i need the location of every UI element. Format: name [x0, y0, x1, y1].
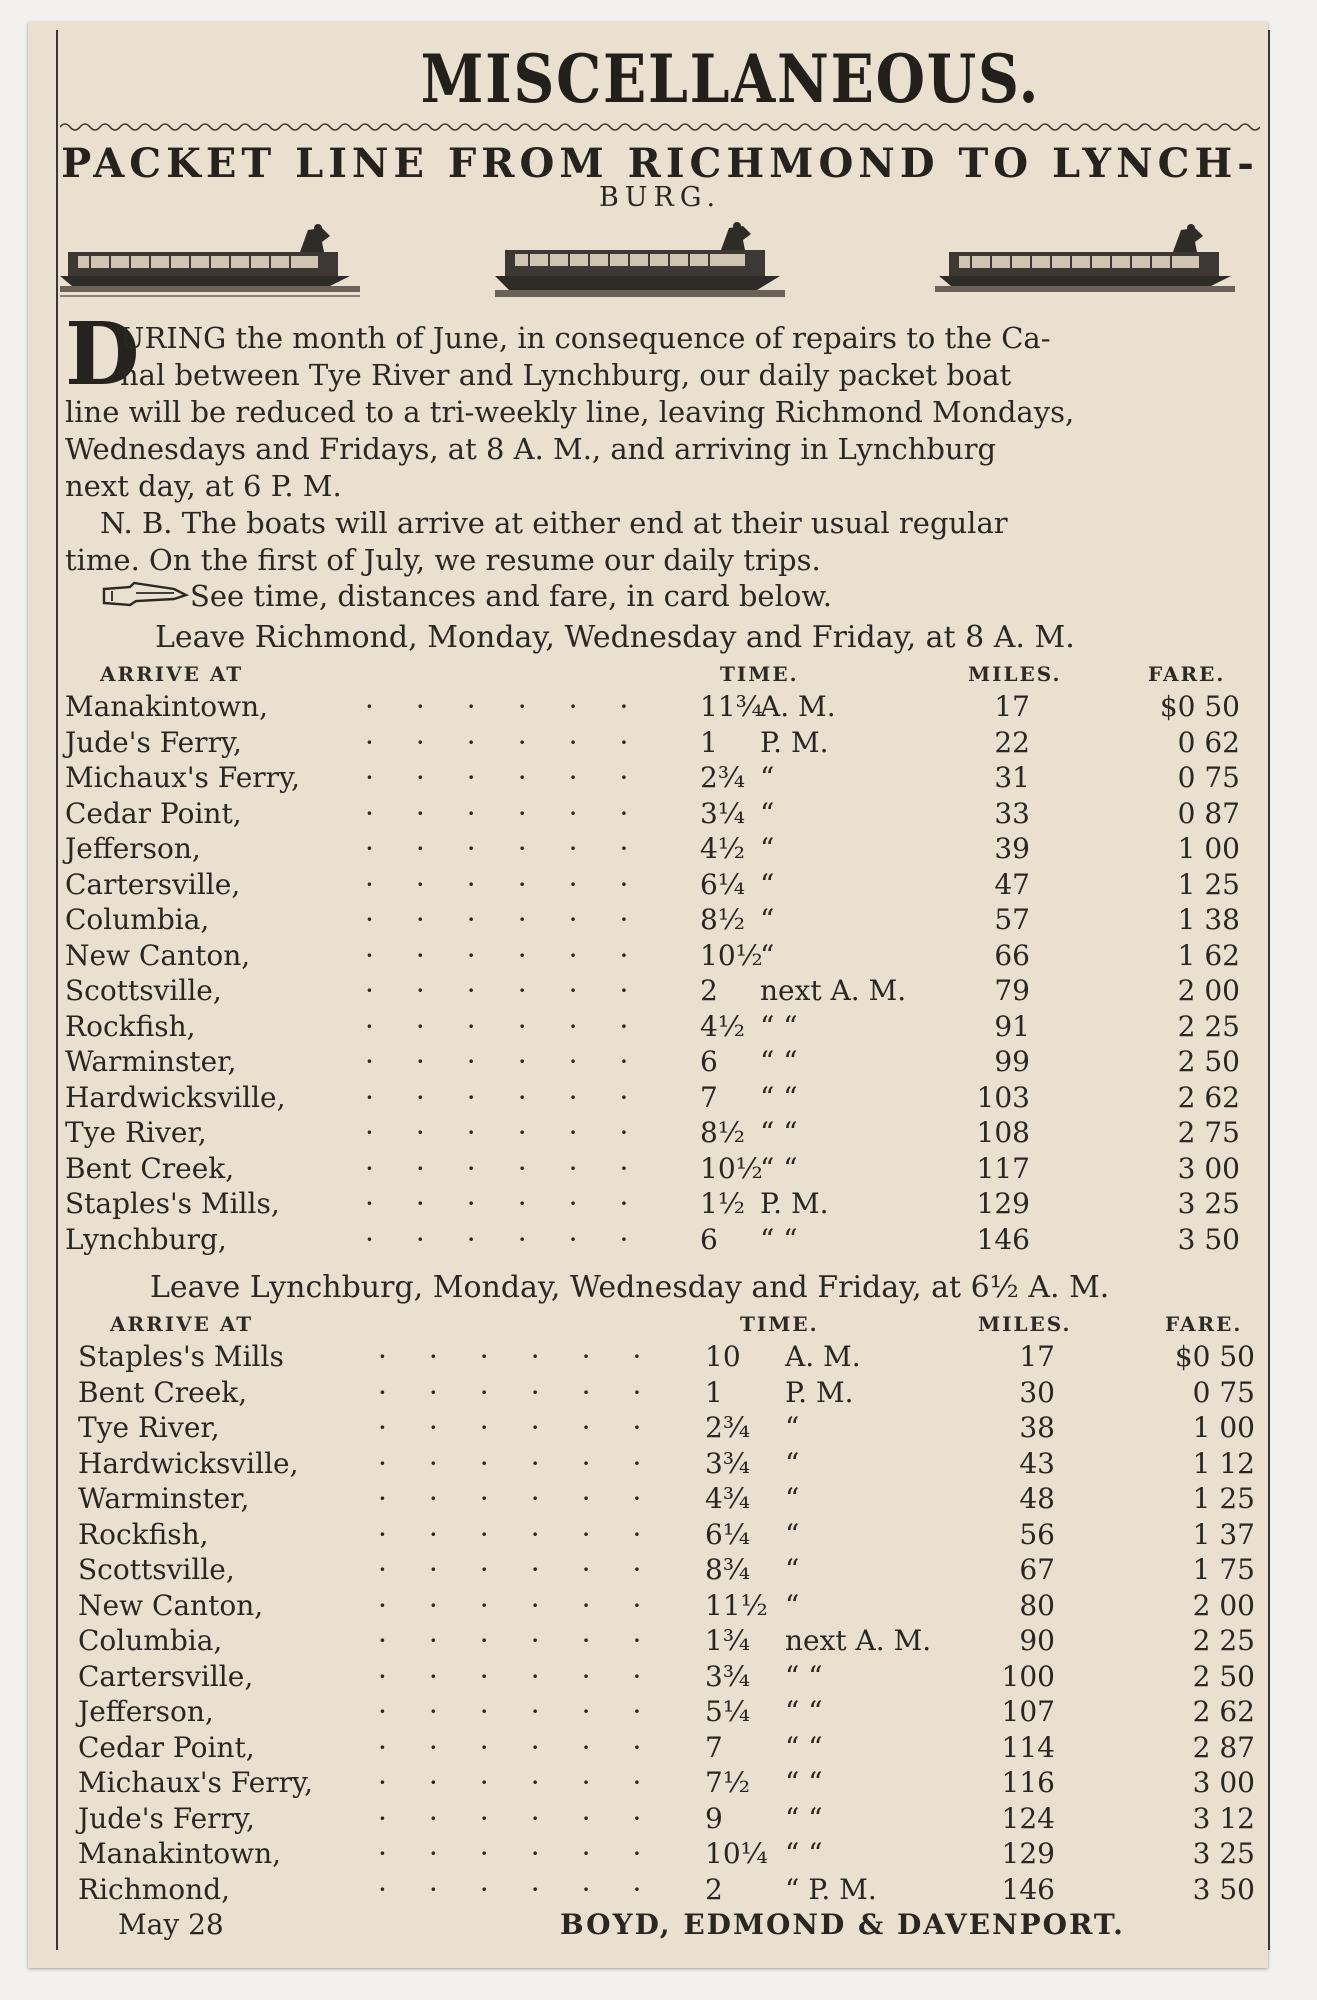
drop-cap: D — [65, 304, 140, 405]
arrival-period: “ — [760, 867, 775, 901]
arrival-time: 8½ — [700, 903, 745, 936]
fare-amount: 1 38 — [1177, 903, 1240, 936]
arrival-time: 5¼ — [705, 1695, 750, 1728]
distance-miles: 39 — [994, 832, 1030, 865]
arrival-period: “ “ — [785, 1659, 823, 1693]
arrival-period: “ — [785, 1517, 800, 1551]
distance-miles: 108 — [976, 1116, 1030, 1149]
fare-amount: 2 50 — [1192, 1659, 1255, 1693]
stop-name: Lynchburg, — [65, 1222, 227, 1256]
leader-dots: ······ — [378, 1872, 684, 1906]
outbound-heading: Leave Richmond, Monday, Wednesday and Friday, at 8 A. M. — [155, 620, 1075, 655]
distance-miles: 129 — [1001, 1837, 1055, 1870]
leader-dots: ······ — [365, 867, 671, 901]
distance-miles: 66 — [994, 938, 1030, 972]
notice-line: time. On the first of July, we resume our daily trips. — [65, 543, 821, 577]
leader-dots: ······ — [378, 1482, 684, 1515]
arrival-time: 6 — [700, 1222, 718, 1256]
distance-miles: 91 — [994, 1009, 1030, 1043]
arrival-time: 6 — [700, 1045, 718, 1078]
leader-dots: ······ — [365, 1151, 671, 1185]
distance-miles: 47 — [994, 867, 1030, 901]
arrival-time: 11½ — [705, 1588, 768, 1622]
fare-amount: 1 00 — [1177, 832, 1240, 865]
stop-name: Manakintown, — [78, 1837, 282, 1870]
arrival-period: “ “ — [785, 1730, 823, 1764]
fare-amount: 1 37 — [1192, 1517, 1255, 1551]
leader-dots: ······ — [378, 1446, 684, 1480]
outbound-col-time: TIME. — [720, 662, 799, 686]
stop-name: Richmond, — [78, 1872, 231, 1906]
arrival-period: “ — [785, 1411, 800, 1444]
fare-amount: 3 50 — [1177, 1222, 1240, 1256]
distance-miles: 30 — [1019, 1375, 1055, 1409]
leader-dots: ······ — [378, 1730, 684, 1764]
arrival-period: P. M. — [785, 1375, 854, 1409]
stop-name: Staples's Mills — [78, 1340, 284, 1373]
distance-miles: 116 — [1001, 1766, 1055, 1799]
arrival-period: next A. M. — [760, 974, 907, 1007]
arrival-period: “ — [785, 1588, 800, 1622]
arrival-time: 6¼ — [700, 867, 745, 901]
fare-amount: 0 75 — [1177, 761, 1240, 794]
stop-name: Scottsville, — [78, 1553, 235, 1586]
stop-name: Jude's Ferry, — [65, 725, 242, 759]
packet-boat-icon — [60, 222, 360, 304]
arrival-time: 1¾ — [705, 1624, 750, 1657]
inbound-col-arrive: ARRIVE AT — [110, 1312, 254, 1336]
right-column-rule — [1268, 30, 1270, 1950]
distance-miles: 33 — [994, 796, 1030, 830]
arrival-time: 2¾ — [700, 761, 745, 794]
arrival-time: 1 — [700, 725, 718, 759]
leader-dots: ······ — [365, 1222, 671, 1256]
distance-miles: 103 — [976, 1080, 1030, 1114]
distance-miles: 17 — [994, 690, 1030, 723]
arrival-time: 4¾ — [705, 1482, 750, 1515]
arrival-time: 2 — [705, 1872, 723, 1906]
arrival-period: “ P. M. — [785, 1872, 877, 1906]
leader-dots: ······ — [365, 690, 671, 723]
arrival-time: 6¼ — [705, 1517, 750, 1551]
arrival-time: 10 — [705, 1340, 741, 1373]
arrival-period: A. M. — [785, 1340, 861, 1373]
leader-dots: ······ — [365, 1009, 671, 1043]
distance-miles: 124 — [1001, 1801, 1055, 1835]
leader-dots: ······ — [378, 1553, 684, 1586]
arrival-period: next A. M. — [785, 1624, 932, 1657]
arrival-time: 4½ — [700, 1009, 745, 1043]
arrival-period: “ — [785, 1446, 800, 1480]
stop-name: Columbia, — [78, 1624, 223, 1657]
fare-amount: 3 12 — [1192, 1801, 1255, 1835]
arrival-time: 10½ — [700, 1151, 763, 1185]
packet-line-title-continued: BURG. — [598, 182, 722, 213]
leader-dots: ······ — [365, 761, 671, 794]
outbound-col-fare: FARE. — [1148, 662, 1226, 686]
outbound-col-arrive: ARRIVE AT — [100, 662, 244, 686]
stop-name: Michaux's Ferry, — [78, 1766, 314, 1799]
distance-miles: 43 — [1019, 1446, 1055, 1480]
arrival-time: 3¼ — [700, 796, 745, 830]
arrival-period: “ — [760, 796, 775, 830]
fare-amount: $0 50 — [1159, 690, 1240, 723]
notice-line: N. B. The boats will arrive at either end at their usual regular — [100, 506, 1008, 540]
arrival-period: “ “ — [760, 1222, 798, 1256]
stop-name: Bent Creek, — [65, 1151, 235, 1185]
fare-amount: 1 75 — [1192, 1553, 1255, 1586]
distance-miles: 79 — [994, 974, 1030, 1007]
arrival-period: P. M. — [760, 725, 829, 759]
leader-dots: ······ — [365, 796, 671, 830]
leader-dots: ······ — [378, 1375, 684, 1409]
fare-amount: 3 25 — [1177, 1187, 1240, 1220]
wavy-divider — [60, 120, 1260, 134]
arrival-time: 8¾ — [705, 1553, 750, 1586]
leader-dots: ······ — [378, 1695, 684, 1728]
fare-amount: 2 25 — [1192, 1624, 1255, 1657]
fare-amount: 2 25 — [1177, 1009, 1240, 1043]
fare-amount: 2 50 — [1177, 1045, 1240, 1078]
stop-name: Cedar Point, — [78, 1730, 255, 1764]
fare-amount: 2 62 — [1177, 1080, 1240, 1114]
fare-amount: 2 00 — [1192, 1588, 1255, 1622]
leader-dots: ······ — [365, 1116, 671, 1149]
leader-dots: ······ — [378, 1624, 684, 1657]
distance-miles: 107 — [1001, 1695, 1055, 1728]
distance-miles: 48 — [1019, 1482, 1055, 1515]
fare-amount: 1 25 — [1177, 867, 1240, 901]
leader-dots: ······ — [378, 1801, 684, 1835]
arrival-time: 9 — [705, 1801, 723, 1835]
notice-line: line will be reduced to a tri-weekly line, leaving Richmond Mondays, — [65, 395, 1075, 429]
stop-name: Manakintown, — [65, 690, 269, 723]
arrival-time: 1 — [705, 1375, 723, 1409]
fare-amount: 0 62 — [1177, 725, 1240, 759]
inbound-col-time: TIME. — [740, 1312, 819, 1336]
fare-amount: 1 62 — [1177, 938, 1240, 972]
notice-line: See time, distances and fare, in card below. — [190, 579, 832, 613]
stop-name: Jefferson, — [65, 832, 201, 865]
arrival-period: P. M. — [760, 1187, 829, 1220]
arrival-period: “ “ — [760, 1045, 798, 1078]
stop-name: Cartersville, — [65, 867, 241, 901]
notice-line: Wednesdays and Fridays, at 8 A. M., and arriving in Lynchburg — [65, 432, 997, 466]
outbound-col-miles: MILES. — [968, 662, 1062, 686]
stop-name: Hardwicksville, — [65, 1080, 286, 1114]
inbound-col-miles: MILES. — [978, 1312, 1072, 1336]
notice-line: URING the month of June, in consequence of repairs to the Ca- — [120, 321, 1051, 355]
fare-amount: 2 75 — [1177, 1116, 1240, 1149]
arrival-period: “ “ — [785, 1801, 823, 1835]
stop-name: Scottsville, — [65, 974, 222, 1007]
fare-amount: 3 00 — [1177, 1151, 1240, 1185]
fare-amount: 2 62 — [1192, 1695, 1255, 1728]
fare-amount: 2 00 — [1177, 974, 1240, 1007]
fare-amount: $0 50 — [1174, 1340, 1255, 1373]
stop-name: Warminster, — [78, 1482, 250, 1515]
packet-boat-icon — [495, 220, 785, 310]
arrival-period: A. M. — [760, 690, 836, 723]
arrival-period: “ “ — [760, 1116, 798, 1149]
arrival-time: 10½ — [700, 938, 763, 972]
distance-miles: 31 — [994, 761, 1030, 794]
notice-line: next day, at 6 P. M. — [65, 469, 342, 503]
arrival-period: “ “ — [760, 1080, 798, 1114]
arrival-period: “ “ — [760, 1009, 798, 1043]
leader-dots: ······ — [365, 1080, 671, 1114]
distance-miles: 117 — [976, 1151, 1030, 1185]
arrival-period: “ “ — [785, 1695, 823, 1728]
fare-amount: 3 00 — [1192, 1766, 1255, 1799]
stop-name: Rockfish, — [78, 1517, 209, 1551]
arrival-time: 7½ — [705, 1766, 750, 1799]
leader-dots: ······ — [365, 832, 671, 865]
fare-amount: 3 50 — [1192, 1872, 1255, 1906]
arrival-time: 10¼ — [705, 1837, 768, 1870]
distance-miles: 146 — [1001, 1872, 1055, 1906]
inbound-heading: Leave Lynchburg, Monday, Wednesday and Friday, at 6½ A. M. — [150, 1270, 1110, 1305]
stop-name: Warminster, — [65, 1045, 237, 1078]
leader-dots: ······ — [365, 903, 671, 936]
leader-dots: ······ — [365, 1045, 671, 1078]
arrival-period: “ — [760, 832, 775, 865]
distance-miles: 99 — [994, 1045, 1030, 1078]
arrival-period: “ — [785, 1553, 800, 1586]
arrival-period: “ “ — [760, 1151, 798, 1185]
distance-miles: 80 — [1019, 1588, 1055, 1622]
stop-name: New Canton, — [65, 938, 251, 972]
stop-name: Cedar Point, — [65, 796, 242, 830]
leader-dots: ······ — [365, 725, 671, 759]
arrival-time: 2 — [700, 974, 718, 1007]
arrival-time: 4½ — [700, 832, 745, 865]
stop-name: Jude's Ferry, — [78, 1801, 255, 1835]
packet-boat-icon — [935, 220, 1235, 304]
distance-miles: 114 — [1001, 1730, 1055, 1764]
ad-signature-firm: BOYD, EDMOND & DAVENPORT. — [560, 1908, 1125, 1941]
leader-dots: ······ — [378, 1766, 684, 1799]
arrival-time: 3¾ — [705, 1659, 750, 1693]
fare-amount: 1 00 — [1192, 1411, 1255, 1444]
arrival-time: 8½ — [700, 1116, 745, 1149]
pointing-hand-icon — [100, 579, 190, 613]
leader-dots: ······ — [378, 1659, 684, 1693]
fare-amount: 1 12 — [1192, 1446, 1255, 1480]
distance-miles: 57 — [994, 903, 1030, 936]
arrival-time: 7 — [705, 1730, 723, 1764]
stop-name: Bent Creek, — [78, 1375, 248, 1409]
arrival-period: “ — [785, 1482, 800, 1515]
leader-dots: ······ — [365, 1187, 671, 1220]
fare-amount: 1 25 — [1192, 1482, 1255, 1515]
leader-dots: ······ — [365, 938, 671, 972]
inbound-col-fare: FARE. — [1165, 1312, 1243, 1336]
arrival-period: “ “ — [785, 1766, 823, 1799]
stop-name: Cartersville, — [78, 1659, 254, 1693]
leader-dots: ······ — [378, 1340, 684, 1373]
left-column-rule — [56, 30, 58, 1950]
distance-miles: 90 — [1019, 1624, 1055, 1657]
notice-line: nal between Tye River and Lynchburg, our daily packet boat — [120, 358, 1012, 392]
stop-name: Tye River, — [78, 1411, 220, 1444]
stop-name: Columbia, — [65, 903, 210, 936]
arrival-time: 7 — [700, 1080, 718, 1114]
arrival-time: 3¾ — [705, 1446, 750, 1480]
arrival-period: “ “ — [785, 1837, 823, 1870]
arrival-period: “ — [760, 761, 775, 794]
distance-miles: 129 — [976, 1187, 1030, 1220]
stop-name: Jefferson, — [78, 1695, 214, 1728]
stop-name: Hardwicksville, — [78, 1446, 299, 1480]
distance-miles: 17 — [1019, 1340, 1055, 1373]
distance-miles: 146 — [976, 1222, 1030, 1256]
stop-name: Staples's Mills, — [65, 1187, 280, 1220]
arrival-time: 1½ — [700, 1187, 745, 1220]
leader-dots: ······ — [378, 1411, 684, 1444]
stop-name: Rockfish, — [65, 1009, 196, 1043]
arrival-time: 2¾ — [705, 1411, 750, 1444]
distance-miles: 56 — [1019, 1517, 1055, 1551]
distance-miles: 38 — [1019, 1411, 1055, 1444]
fare-amount: 2 87 — [1192, 1730, 1255, 1764]
packet-line-title: PACKET LINE FROM RICHMOND TO LYNCH- — [61, 140, 1259, 187]
stop-name: Michaux's Ferry, — [65, 761, 301, 794]
leader-dots: ······ — [378, 1837, 684, 1870]
leader-dots: ······ — [378, 1517, 684, 1551]
leader-dots: ······ — [365, 974, 671, 1007]
arrival-period: “ — [760, 938, 775, 972]
arrival-time: 11¾ — [700, 690, 763, 723]
stop-name: Tye River, — [65, 1116, 207, 1149]
fare-amount: 0 87 — [1177, 796, 1240, 830]
distance-miles: 100 — [1001, 1659, 1055, 1693]
leader-dots: ······ — [378, 1588, 684, 1622]
fare-amount: 0 75 — [1192, 1375, 1255, 1409]
distance-miles: 67 — [1019, 1553, 1055, 1586]
arrival-period: “ — [760, 903, 775, 936]
ad-date: May 28 — [118, 1908, 224, 1941]
fare-amount: 3 25 — [1192, 1837, 1255, 1870]
masthead: MISCELLANEOUS. — [420, 40, 1041, 118]
distance-miles: 22 — [994, 725, 1030, 759]
stop-name: New Canton, — [78, 1588, 264, 1622]
